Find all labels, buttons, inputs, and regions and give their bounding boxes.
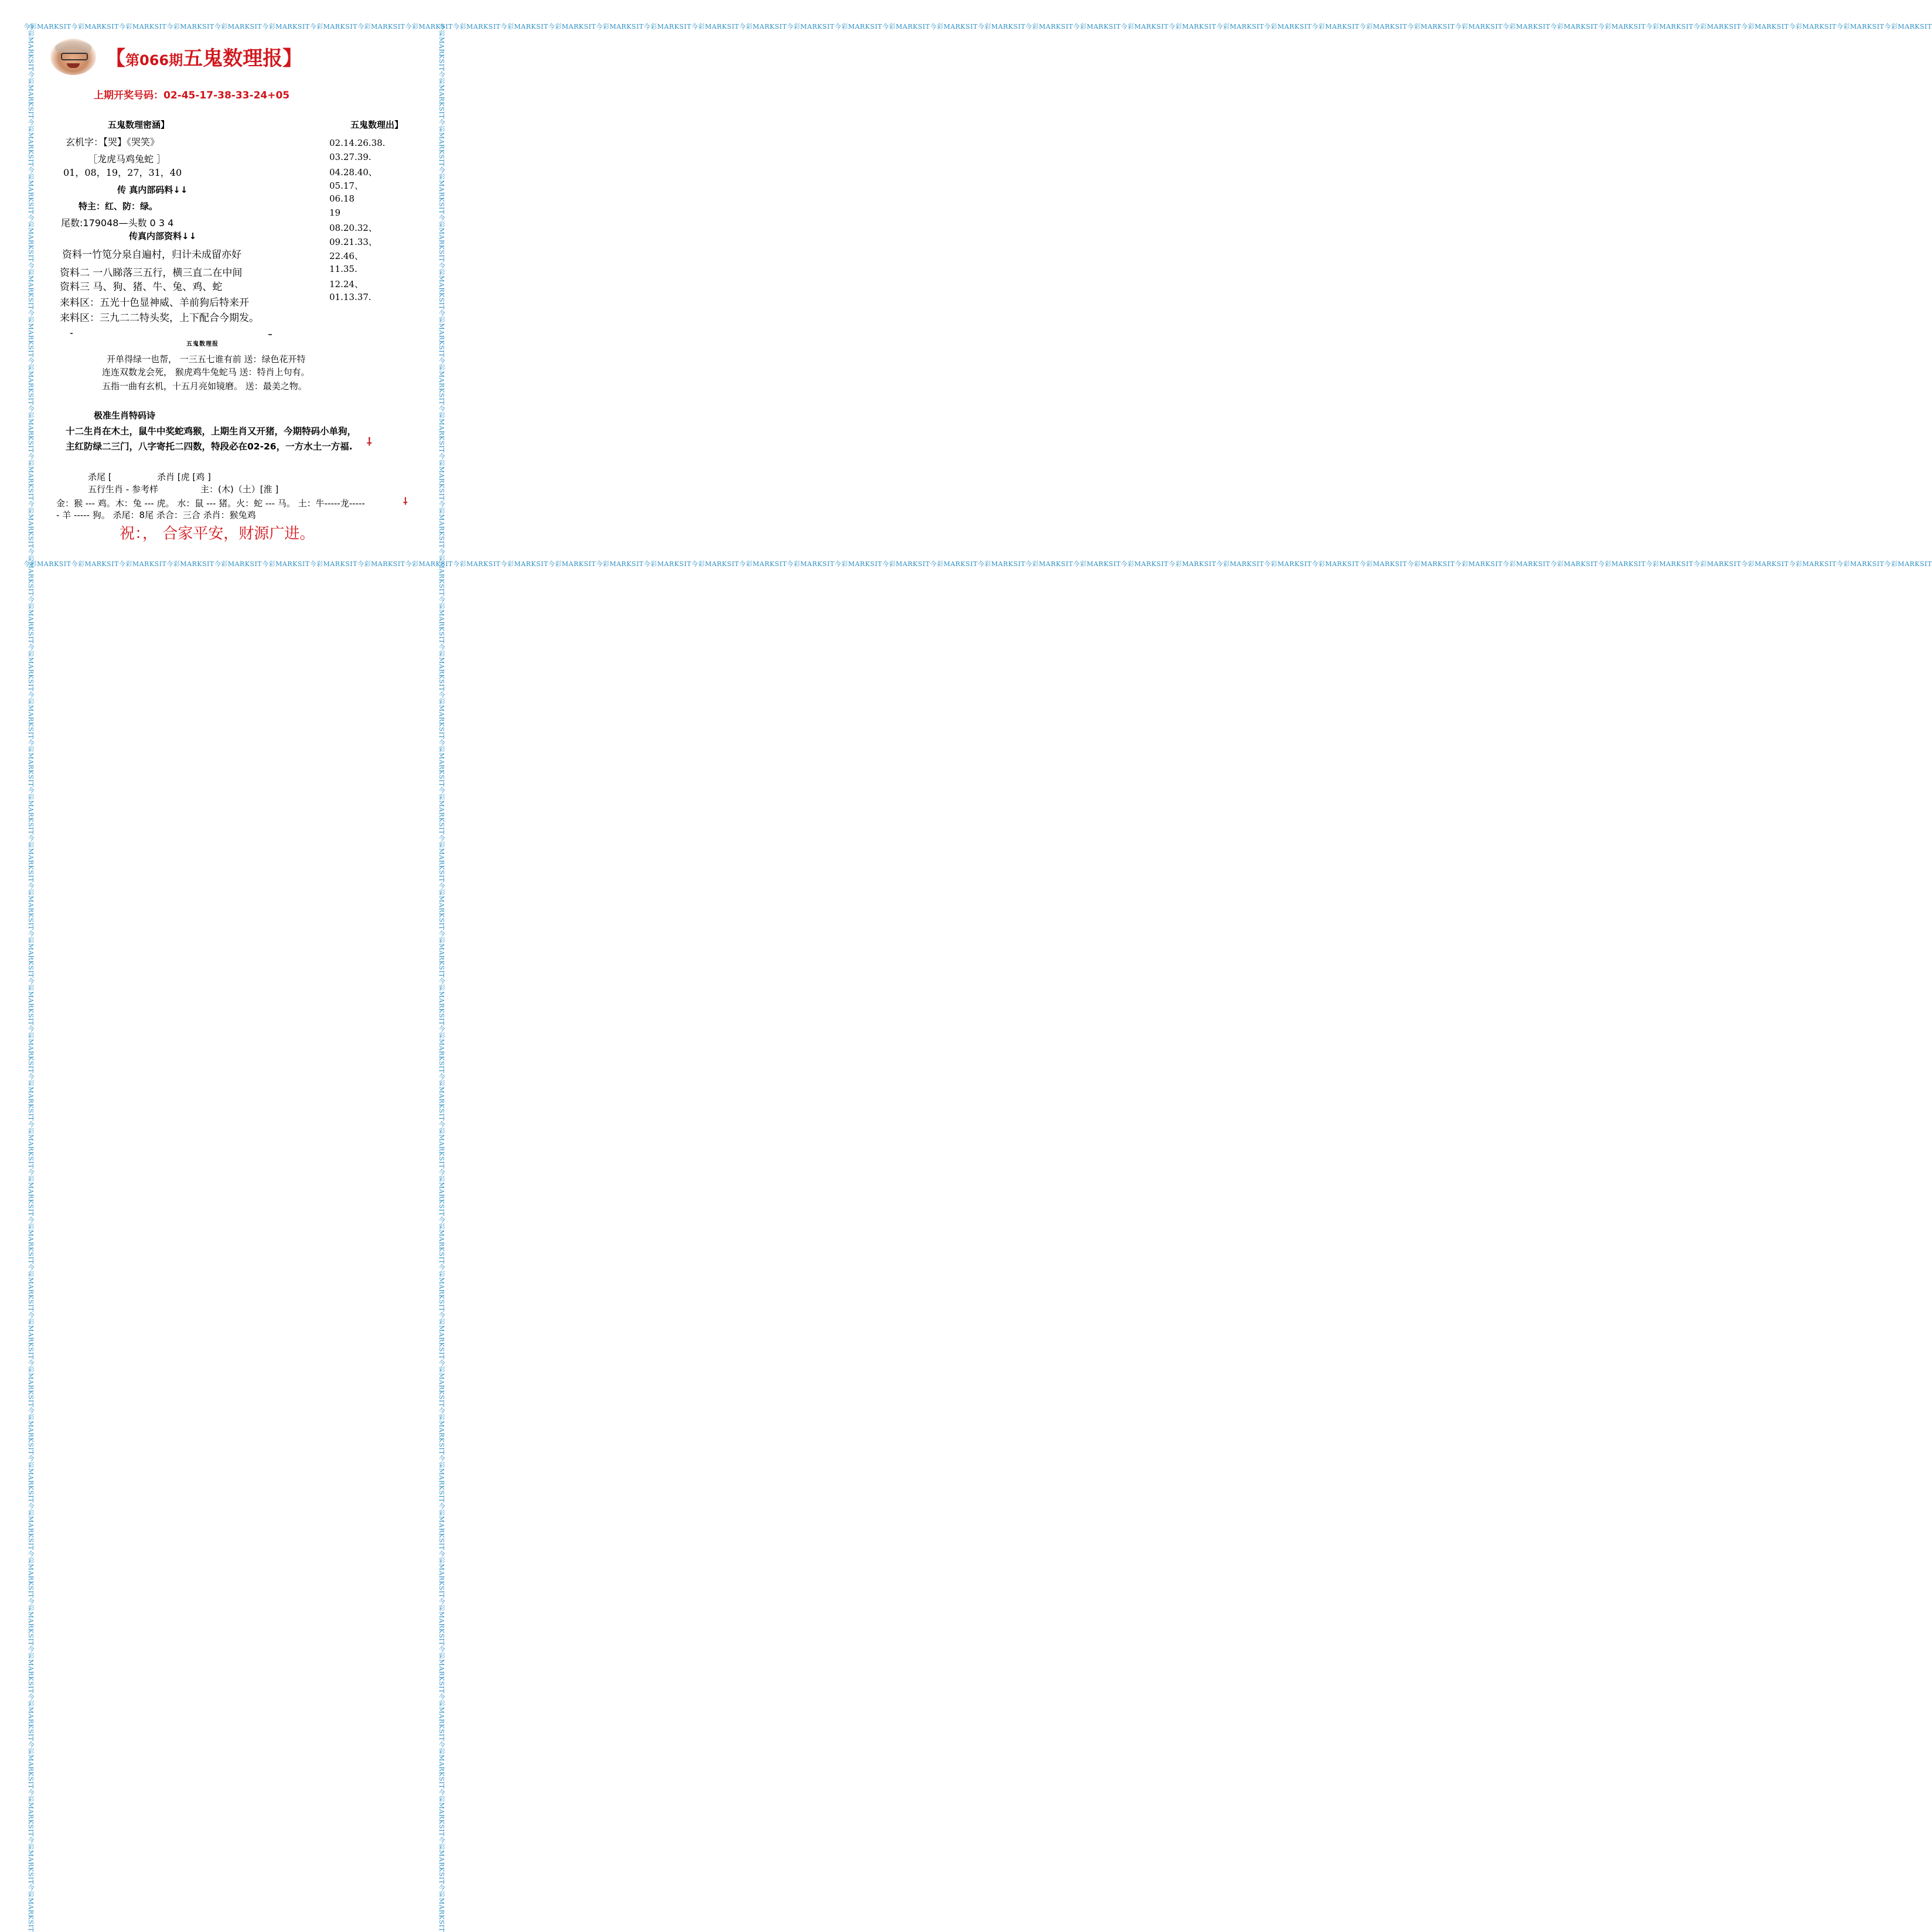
poem-title: 极准生肖特码诗 — [94, 410, 156, 421]
right-item: 19 — [329, 207, 341, 218]
avatar-mouth — [67, 63, 80, 68]
right-item: 03.27.39. — [329, 152, 372, 162]
avatar-photo — [50, 39, 96, 75]
right-item: 01.13.37. — [329, 292, 372, 302]
left-section-title: 五鬼数理密涵】 — [108, 120, 170, 130]
poem-line-2: 主红防绿二三门，八字寄托二四数，特段必在02-26，一方水土一方福. — [66, 441, 353, 452]
border-left: 今彩MARKSIT今彩MARKSIT今彩MARKSIT今彩MARKSIT今彩MARKSIT今彩MARKSIT今彩MARKSIT今彩MARKSIT今彩MARKSIT今彩MARKSIT今彩MARKSIT今彩MARKSIT今彩MARKSIT今彩MARKSIT今彩MARKSIT今彩MARKSIT今彩MARKSIT今彩MARKSIT今彩MARKSIT今彩MARKSIT今彩MARKSIT今彩MARKSIT今彩MARKSIT今彩MARKSIT今彩MARKSIT今彩MARKSIT今彩MARKSIT今彩MARKSIT今彩MARKSIT今彩MARKSIT今彩MARKSIT今彩MARKSIT今彩MARKSIT今彩MARKSIT今彩MARKSIT今彩MARKSIT今彩MARKSIT今彩MARKSIT今彩MARKSIT今彩MARKSIT — [27, 23, 35, 1932]
right-section-title: 五鬼数理出】 — [350, 120, 404, 130]
last-draw-label: 上期开奖号码： — [94, 90, 163, 101]
info-line-2: 资料二 一八睇落三五行，横三直二在中间 — [60, 267, 243, 279]
last-draw-numbers: 02-45-17-38-33-24+05 — [163, 90, 290, 101]
right-item: 22.46、 — [329, 251, 363, 261]
paper-title: 五鬼数理报 — [183, 47, 283, 70]
border-bottom: 今彩MARKSIT今彩MARKSIT今彩MARKSIT今彩MARKSIT今彩MARKSIT今彩MARKSIT今彩MARKSIT今彩MARKSIT今彩MARKSIT今彩MARKSIT今彩MARKSIT今彩MARKSIT今彩MARKSIT今彩MARKSIT今彩MARKSIT今彩MARKSIT今彩MARKSIT今彩MARKSIT今彩MARKSIT今彩MARKSIT今彩MARKSIT今彩MARKSIT今彩MARKSIT今彩MARKSIT今彩MARKSIT今彩MARKSIT今彩MARKSIT今彩MARKSIT今彩MARKSIT今彩MARKSIT今彩MARKSIT今彩MARKSIT今彩MARKSIT今彩MARKSIT今彩MARKSIT今彩MARKSIT今彩MARKSIT今彩MARKSIT今彩MARKSIT今彩MARKSIT — [23, 560, 1932, 568]
info-line-1: 资料一竹笕分泉自遍村，归计未成留亦好 — [62, 249, 241, 261]
source-line-1: 来料区：五光十色显神威、羊前狗后特来开 — [60, 297, 249, 309]
riddle: 玄机字：【哭】《哭笑》 — [66, 137, 160, 148]
right-item: 08.20.32、 — [329, 223, 377, 233]
elements-line-b: - 羊 ----- 狗。 杀尾：8尾 杀合：三合 杀肖：猴兔鸡 — [56, 510, 256, 520]
main-elements: 主：(木)（土）[淮 ] — [200, 484, 279, 495]
page-title — [105, 42, 302, 71]
right-item: 06.18 — [329, 193, 355, 204]
avatar-glasses — [61, 53, 88, 60]
source-line-2: 来料区：三九二二特头奖，上下配合今期发。 — [60, 312, 259, 324]
special-main: 特主：红、防：绿。 — [79, 201, 158, 212]
avatar-hair — [55, 41, 91, 54]
fax-code-heading: 传 真内部码料↓↓ — [117, 185, 188, 195]
issue-number: 第066期 — [125, 52, 183, 69]
kill-zodiac: 杀肖 [虎 [鸡 ] — [157, 472, 211, 482]
verse-line-3: 五指一曲有玄机，十五月亮如镜磨。 送：最美之物。 — [102, 381, 307, 391]
five-elements-ref: 五行生肖 - 参考样 — [88, 484, 158, 495]
verse-line-2: 连连双数龙会死， 猴虎鸡牛兔蛇马 送：特肖上句有。 — [102, 367, 310, 377]
poem-line-1: 十二生肖在木土，鼠牛中奖蛇鸡猴，上期生肖又开猪，今期特码小单狗， — [66, 426, 357, 437]
border-top: 今彩MARKSIT今彩MARKSIT今彩MARKSIT今彩MARKSIT今彩MARKSIT今彩MARKSIT今彩MARKSIT今彩MARKSIT今彩MARKSIT今彩MARKSIT今彩MARKSIT今彩MARKSIT今彩MARKSIT今彩MARKSIT今彩MARKSIT今彩MARKSIT今彩MARKSIT今彩MARKSIT今彩MARKSIT今彩MARKSIT今彩MARKSIT今彩MARKSIT今彩MARKSIT今彩MARKSIT今彩MARKSIT今彩MARKSIT今彩MARKSIT今彩MARKSIT今彩MARKSIT今彩MARKSIT今彩MARKSIT今彩MARKSIT今彩MARKSIT今彩MARKSIT今彩MARKSIT今彩MARKSIT今彩MARKSIT今彩MARKSIT今彩MARKSIT今彩MARKSIT — [23, 23, 1932, 30]
blessing: 祝：， 合家平安，财源广进。 — [120, 525, 315, 543]
elements-line-a: 金：猴 --- 鸡。木：兔 --- 虎。 水：鼠 --- 猪。火：蛇 --- 马。 土：牛-----龙----- — [56, 498, 365, 509]
tail-numbers: 尾数:179048—头数 0 3 4 — [61, 217, 174, 229]
scan-speck — [70, 333, 73, 334]
right-item: 09.21.33、 — [329, 237, 377, 247]
right-item: 02.14.26.38. — [329, 138, 386, 148]
last-draw — [94, 87, 289, 101]
lucky-numbers: 01，08，19，27，31，40 — [63, 167, 182, 178]
kill-tail: 杀尾 [ — [88, 472, 112, 482]
mid-small-title: 五鬼数理报 — [186, 341, 219, 347]
right-item: 12.24、 — [329, 279, 363, 289]
fax-info-heading: 传真内部资料↓↓ — [129, 231, 197, 241]
zodiac-group: ［龙虎马鸡兔蛇 ］ — [88, 154, 166, 165]
info-line-3: 资料三 马、狗、猪、牛、兔、鸡、蛇 — [60, 281, 223, 293]
title-bracket-left: 【 — [105, 47, 125, 70]
right-item: 11.35. — [329, 264, 357, 274]
right-item: 04.28.40、 — [329, 167, 377, 178]
verse-line-1: 开单得绿一也帮， 一三五七谁有前 送：绿色花开特 — [107, 354, 306, 364]
border-right: 今彩MARKSIT今彩MARKSIT今彩MARKSIT今彩MARKSIT今彩MARKSIT今彩MARKSIT今彩MARKSIT今彩MARKSIT今彩MARKSIT今彩MARKSIT今彩MARKSIT今彩MARKSIT今彩MARKSIT今彩MARKSIT今彩MARKSIT今彩MARKSIT今彩MARKSIT今彩MARKSIT今彩MARKSIT今彩MARKSIT今彩MARKSIT今彩MARKSIT今彩MARKSIT今彩MARKSIT今彩MARKSIT今彩MARKSIT今彩MARKSIT今彩MARKSIT今彩MARKSIT今彩MARKSIT今彩MARKSIT今彩MARKSIT今彩MARKSIT今彩MARKSIT今彩MARKSIT今彩MARKSIT今彩MARKSIT今彩MARKSIT今彩MARKSIT今彩MARKSIT — [438, 23, 445, 1932]
red-stamp-mark: ⸸ — [367, 436, 372, 448]
title-bracket-right: 】 — [282, 47, 303, 70]
right-item: 05.17、 — [329, 180, 363, 191]
red-stamp-mark: ⸸ — [403, 496, 408, 507]
scan-speck — [268, 334, 272, 335]
